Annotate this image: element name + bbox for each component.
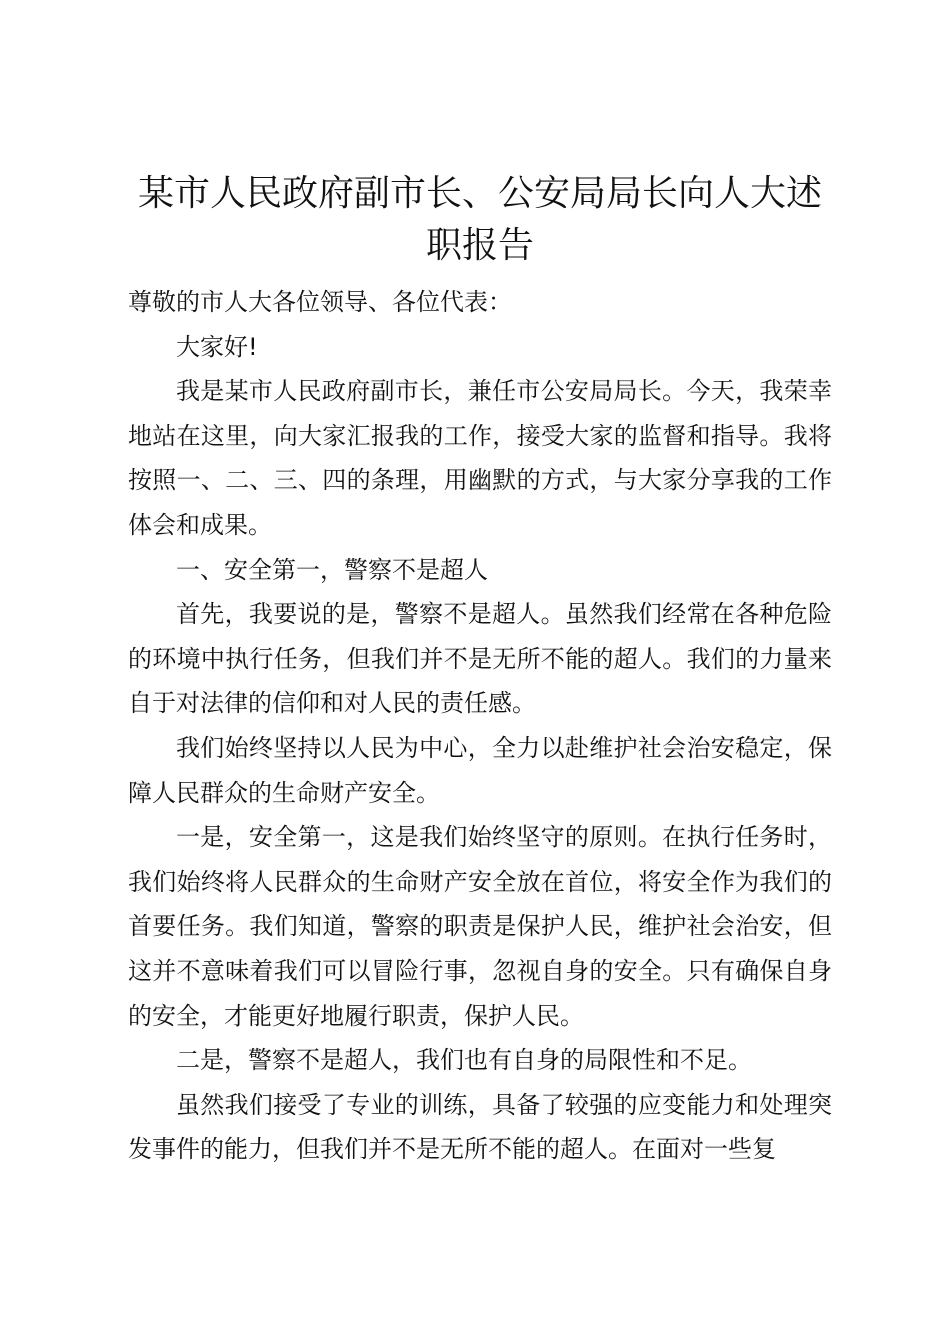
document-body [128,168,832,1172]
document-title: 某市人民政府副市长、公安局局长向人大述职报告 [137,173,822,266]
body-paragraph: 二是，警察不是超人，我们也有自身的局限性和不足。 [176,1046,752,1075]
body-paragraph: 虽然我们接受了专业的训练，具备了较强的应变能力和处理突发事件的能力，但我们并不是无所不能的超人。在面对一些复 [128,1090,832,1164]
body-paragraph: 一是，安全第一，这是我们始终坚守的原则。在执行任务时，我们始终将人民群众的生命财产安全放在首位，将安全作为我们的首要任务。我们知道，警察的职责是保护人民，维护社会治安，但这并不意味着我们可以冒险行事，忽视自身的安全。只有确保自身的安全，才能更好地履行职责，保护人民。 [128,823,832,1030]
body-paragraph: 我们始终坚持以人民为中心，全力以赴维护社会治安稳定，保障人民群众的生命财产安全。 [128,733,832,807]
body-paragraph: 首先，我要说的是，警察不是超人。虽然我们经常在各种危险的环境中执行任务，但我们并不是无所不能的超人。我们的力量来自于对法律的信仰和对人民的责任感。 [128,600,832,718]
section-heading-1: 一、安全第一，警察不是超人 [176,555,488,584]
greeting-paragraph: 大家好! [176,332,258,361]
intro-paragraph: 我是某市人民政府副市长，兼任市公安局局长。今天，我荣幸地站在这里，向大家汇报我的工作，接受大家的监督和指导。我将按照一、二、三、四的条理，用幽默的方式，与大家分享我的工作体会和成果。 [128,377,832,539]
salutation: 尊敬的市人大各位领导、各位代表： [128,288,512,316]
